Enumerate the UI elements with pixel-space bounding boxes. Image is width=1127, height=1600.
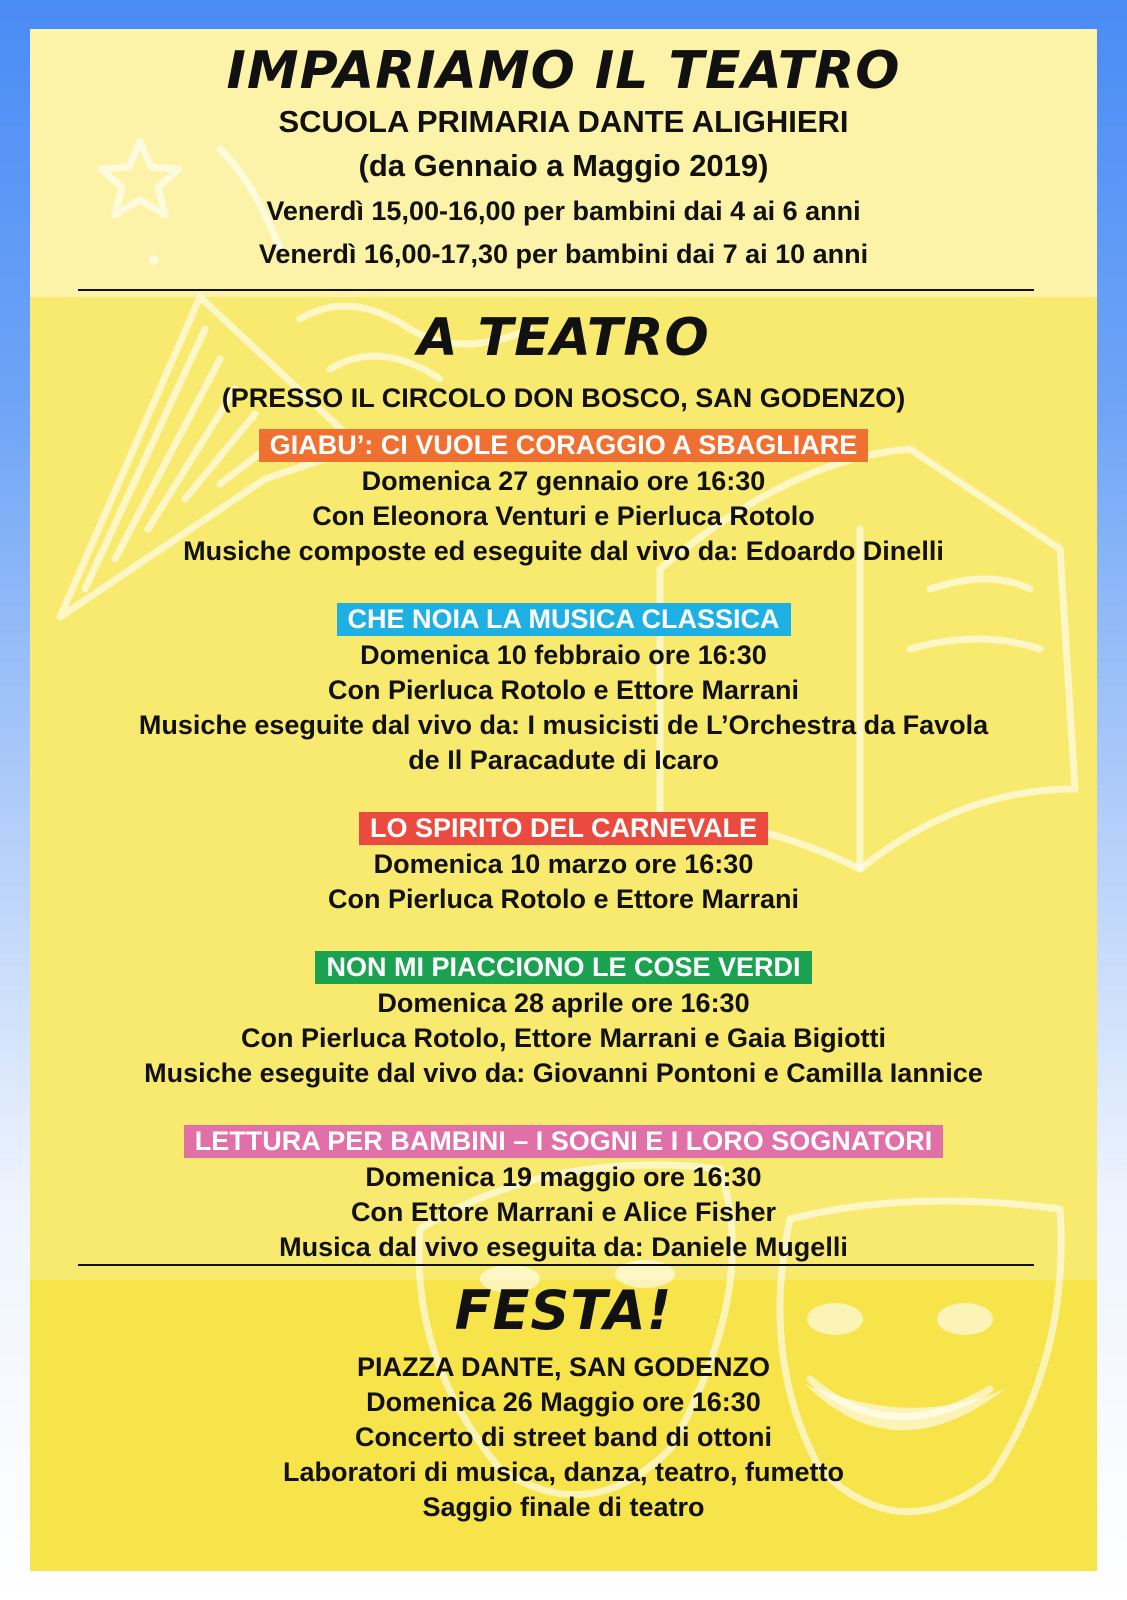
school-name: SCUOLA PRIMARIA DANTE ALIGHIERI	[278, 104, 849, 139]
show-cast: Con Pierluca Rotolo e Ettore Marrani	[327, 884, 800, 914]
section-title-teatro: A TEATRO	[417, 308, 710, 368]
schedule-line: Venerdì 16,00-17,30 per bambini dai 7 ai 10 anni	[258, 239, 869, 269]
show-title: LO SPIRITO DEL CARNEVALE	[359, 812, 768, 845]
course-period: (da Gennaio a Maggio 2019)	[358, 148, 769, 183]
show-title-row	[30, 602, 1097, 637]
show-title-row	[30, 950, 1097, 985]
festa-activity: Saggio finale di teatro	[422, 1492, 705, 1522]
show-music: Musiche composte ed eseguite dal vivo da: Edoardo Dinelli	[183, 536, 944, 566]
show-date: Domenica 10 marzo ore 16:30	[373, 849, 754, 879]
show-music: Musiche eseguite dal vivo da: I musicisti de L’Orchestra da Favola	[138, 710, 989, 740]
show-title: NON MI PIACCIONO LE COSE VERDI	[315, 951, 811, 984]
show-title: CHE NOIA LA MUSICA CLASSICA	[337, 603, 791, 636]
show-cast: Con Pierluca Rotolo, Ettore Marrani e Gaia Bigiotti	[240, 1023, 887, 1053]
divider	[78, 289, 1034, 291]
festa-activity: Concerto di street band di ottoni	[355, 1422, 772, 1452]
show-date: Domenica 27 gennaio ore 16:30	[361, 466, 766, 496]
show-title: GIABU’: CI VUOLE CORAGGIO A SBAGLIARE	[259, 429, 869, 462]
poster	[30, 29, 1097, 1571]
show-title-row	[30, 1124, 1097, 1159]
show-music: Musiche eseguite dal vivo da: Giovanni Pontoni e Camilla Iannice	[144, 1058, 983, 1088]
show-cast: Con Eleonora Venturi e Pierluca Rotolo	[312, 501, 815, 531]
section-title-festa: FESTA!	[454, 1279, 673, 1342]
show-title-row	[30, 428, 1097, 463]
show-title: LETTURA PER BAMBINI – I SOGNI E I LORO SOGNATORI	[184, 1125, 944, 1158]
venue: (PRESSO IL CIRCOLO DON BOSCO, SAN GODENZO)	[221, 383, 906, 413]
show-music: de Il Paracadute di Icaro	[408, 745, 719, 775]
show-cast: Con Pierluca Rotolo e Ettore Marrani	[327, 675, 800, 705]
show-date: Domenica 28 aprile ore 16:30	[377, 988, 750, 1018]
show-music: Musica dal vivo eseguita da: Daniele Mugelli	[279, 1232, 848, 1262]
festa-activity: Laboratori di musica, danza, teatro, fumetto	[282, 1457, 845, 1487]
schedule-line: Venerdì 15,00-16,00 per bambini dai 4 ai 6 anni	[266, 196, 861, 226]
show-date: Domenica 10 febbraio ore 16:30	[360, 640, 767, 670]
page-title: IMPARIAMO IL TEATRO	[226, 41, 901, 101]
divider	[78, 1264, 1034, 1266]
festa-location: PIAZZA DANTE, SAN GODENZO	[356, 1352, 770, 1382]
festa-date: Domenica 26 Maggio ore 16:30	[366, 1387, 761, 1417]
show-title-row	[30, 811, 1097, 846]
show-cast: Con Ettore Marrani e Alice Fisher	[350, 1197, 777, 1227]
show-date: Domenica 19 maggio ore 16:30	[365, 1162, 762, 1192]
